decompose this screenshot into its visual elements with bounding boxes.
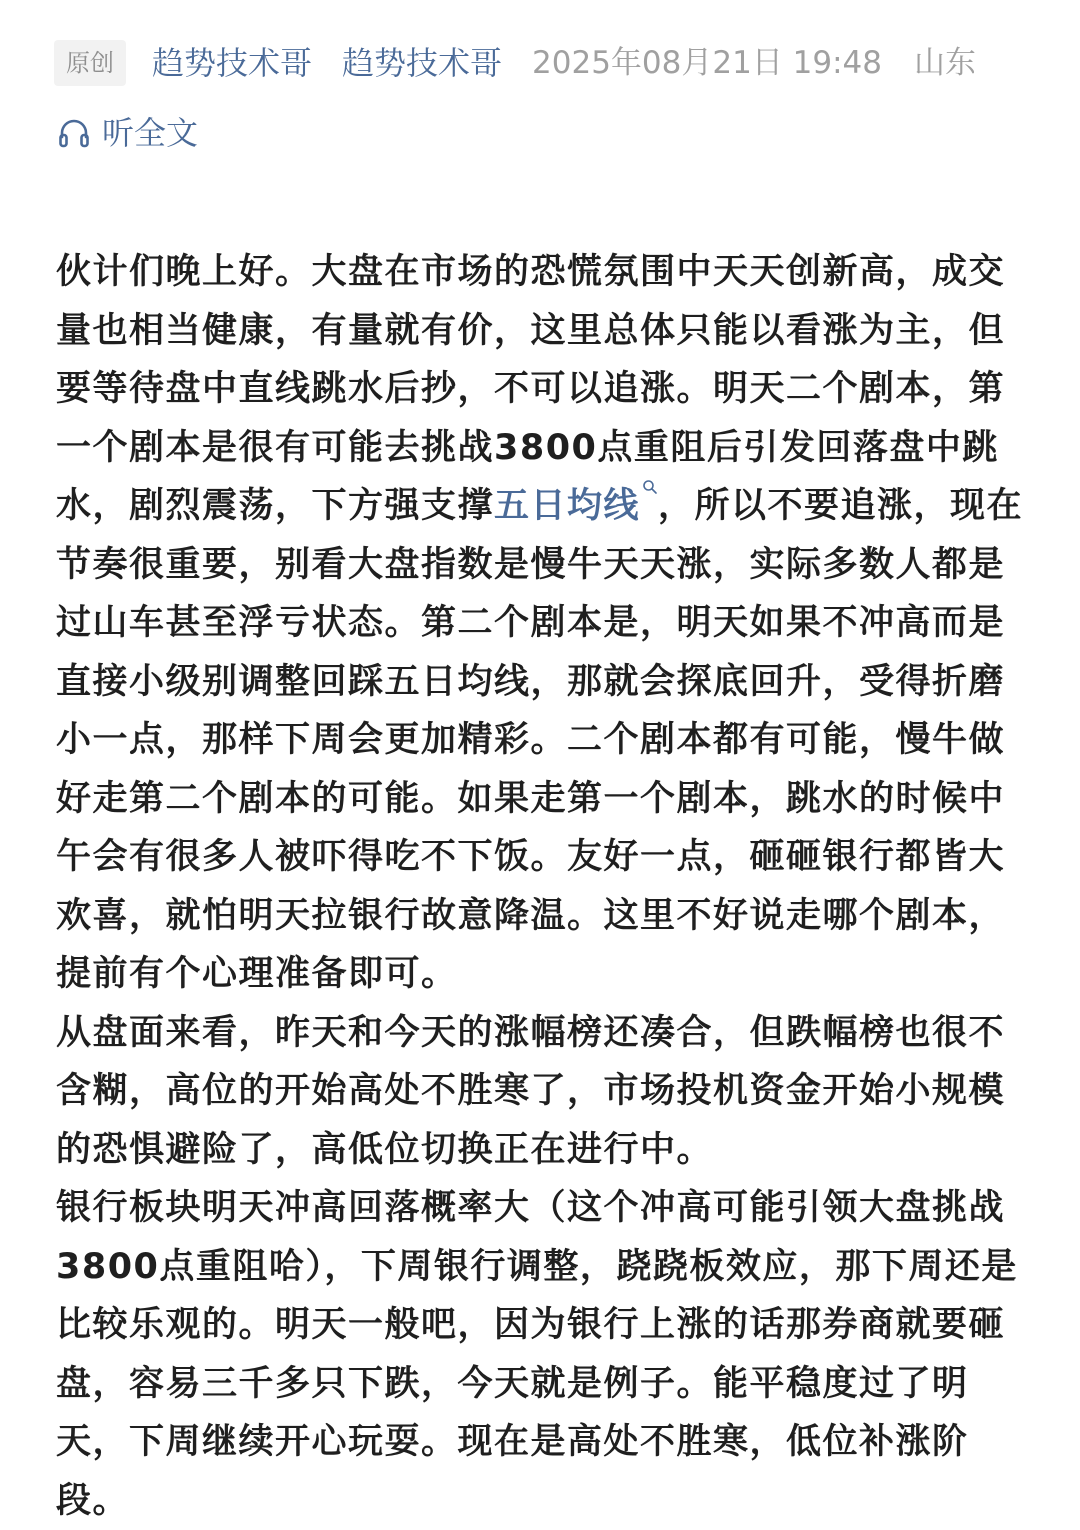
article-paragraph-3: 银行板块明天冲高回落概率大（这个冲高可能引领大盘挑战3800点重阻哈），下周银行调整，跷跷板效应，那下周还是比较乐观的。明天一般吧，因为银行上涨的话那券商就要砸盘，容易三千多只下跌，今天就是例子。能平稳度过了明天，下周继续开心玩耍。现在是高处不胜寒，低位补涨阶段。	[56, 1188, 1018, 1521]
listen-full-text-button[interactable]	[56, 112, 198, 154]
article-text: 伙计们晚上好。大盘在市场的恐慌氛围中天天创新高，成交量也相当健康，有量就有价，这里总体只能以看涨为主，但要等待盘中直线跳水后抄，不可以追涨。明天二个剧本，第一个剧本是很有可能去挑战3800点重阻后引发回落盘中跳水，剧烈震荡，下方强支撑	[56, 252, 1006, 526]
original-badge: 原创	[54, 40, 126, 86]
article-meta	[54, 40, 976, 86]
listen-label: 听全文	[102, 114, 199, 152]
author-name-link[interactable]: 趋势技术哥	[152, 44, 313, 82]
headphones-icon	[56, 115, 92, 151]
publish-date: 2025年08月21日 19:48	[532, 45, 883, 81]
keyword-link-five-day-ma[interactable]	[494, 486, 658, 526]
publish-location: 山东	[914, 45, 977, 81]
article-text: ，所以不要追涨，现在节奏很重要，别看大盘指数是慢牛天天涨，实际多数人都是过山车甚至浮亏状态。第二个剧本是，明天如果不冲高而是直接小级别调整回踩五日均线，那就会探底回升，受得折磨小一点，那样下周会更加精彩。二个剧本都有可能，慢牛做好走第二个剧本的可能。如果走第一个剧本，跳水的时候中午会有很多人被吓得吃不下饭。友好一点，砸砸银行都皆大欢喜，就怕明天拉银行故意降温。这里不好说走哪个剧本，提前有个心理准备即可。	[56, 486, 1024, 994]
keyword-label: 五日均线	[494, 486, 641, 526]
search-icon	[642, 479, 658, 495]
article-body	[56, 243, 1028, 1521]
article-paragraph-1	[56, 243, 1028, 1004]
account-name-link[interactable]: 趋势技术哥	[342, 44, 503, 82]
article-paragraph-2: 从盘面来看，昨天和今天的涨幅榜还凑合，但跌幅榜也很不含糊，高位的开始高处不胜寒了，市场投机资金开始小规模的恐惧避险了，高低位切换正在进行中。	[56, 1012, 1006, 1170]
